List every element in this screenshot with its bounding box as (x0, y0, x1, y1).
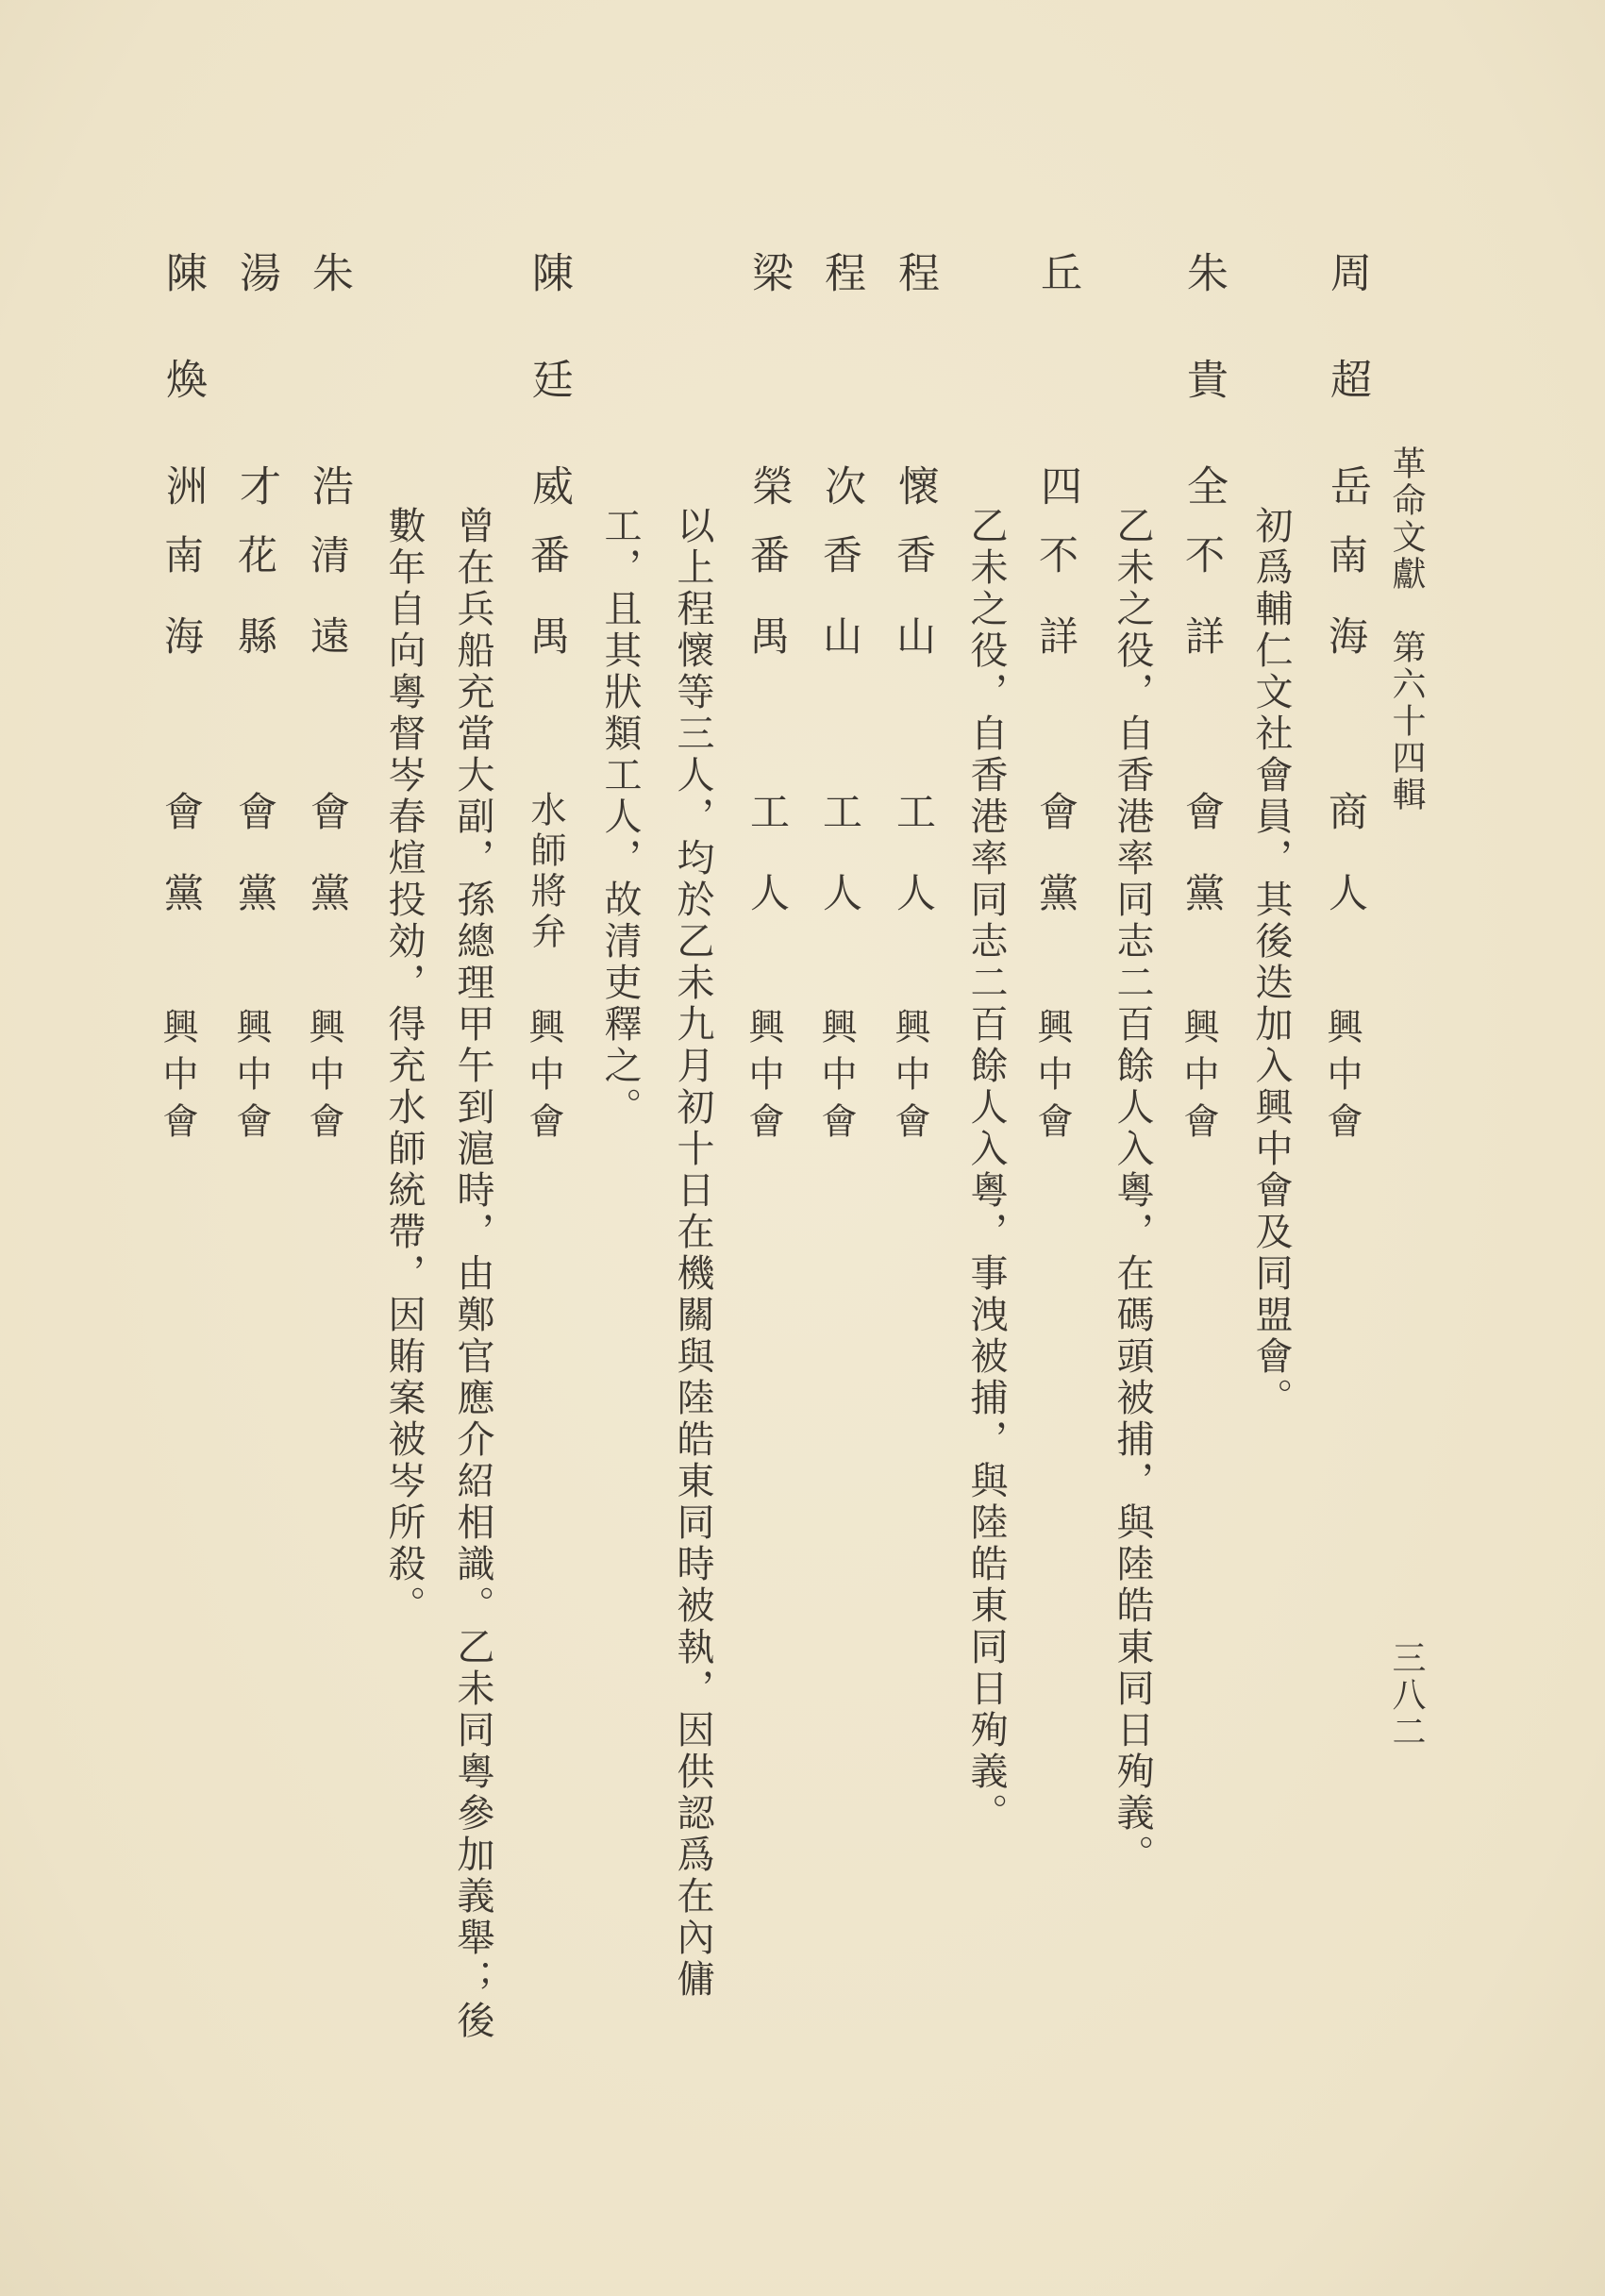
native-place: 不詳 (1033, 534, 1079, 655)
biography-note: 初爲輔仁文社會員，其後迭加入興中會及同盟會。 (1249, 506, 1293, 1419)
person-name: 程次 (817, 251, 865, 506)
organization: 興中會 (303, 1008, 344, 1149)
biography-note: 曾在兵船充當大副，孫總理甲午到滬時，由鄭官應介紹相識。乙未同粵參加義舉；後 (451, 506, 494, 2042)
person-name: 陳煥洲 (159, 251, 207, 506)
native-place: 不詳 (1179, 534, 1226, 655)
organization: 興中會 (523, 1008, 564, 1149)
person-name: 湯才 (232, 251, 280, 506)
organization: 興中會 (743, 1008, 784, 1149)
organization: 興中會 (815, 1008, 857, 1149)
person-name: 程懷 (891, 251, 939, 506)
native-place: 番禺 (744, 534, 791, 655)
occupation: 工人 (891, 791, 937, 912)
organization: 興中會 (230, 1008, 272, 1149)
biography-note: 以上程懷等三人，均於乙未九月初十日在機關與陸皓東同時被執，因供認爲在內傭 (671, 506, 714, 2001)
page-number: 三八二 (1387, 1640, 1426, 1751)
native-place: 番禺 (525, 534, 571, 655)
native-place: 香山 (817, 534, 863, 655)
occupation: 工人 (744, 791, 791, 912)
biography-note: 乙未之役，自香港率同志二百餘人入粵，在碼頭被捕，與陸皓東同日殉義。 (1111, 506, 1154, 1876)
biography-note: 乙未之役，自香港率同志二百餘人入粵，事洩被捕，與陸皓東同日殉義。 (964, 506, 1008, 1835)
organization: 興中會 (1321, 1008, 1363, 1149)
native-place: 南海 (1323, 534, 1369, 655)
person-name: 丘四 (1033, 251, 1081, 506)
person-name: 朱浩 (305, 251, 353, 506)
organization: 興中會 (889, 1008, 930, 1149)
occupation: 會黨 (159, 791, 205, 912)
organization: 興中會 (1031, 1008, 1073, 1149)
person-name: 陳廷威 (525, 251, 573, 506)
organization: 興中會 (157, 1008, 198, 1149)
native-place: 南海 (159, 534, 205, 655)
occupation: 會黨 (1033, 791, 1079, 912)
person-name: 周超岳 (1323, 251, 1371, 506)
occupation: 會黨 (305, 791, 351, 912)
occupation: 會黨 (1179, 791, 1226, 912)
native-place: 清遠 (305, 534, 351, 655)
person-name: 朱貴全 (1179, 251, 1228, 506)
book-title-header: 革命文獻 第六十四輯 (1387, 445, 1426, 813)
occupation: 工人 (817, 791, 863, 912)
organization: 興中會 (1178, 1008, 1219, 1149)
occupation: 會黨 (232, 791, 278, 912)
native-place: 香山 (891, 534, 937, 655)
biography-note: 工，且其狀類工人，故清吏釋之。 (598, 506, 642, 1129)
native-place: 花縣 (232, 534, 278, 655)
person-name: 梁榮 (744, 251, 793, 506)
biography-note: 數年自向粵督岑春煊投効，得充水師統帶，因賄案被岑所殺。 (382, 506, 426, 1627)
occupation: 水師將弁 (525, 791, 566, 953)
occupation: 商人 (1323, 791, 1369, 912)
